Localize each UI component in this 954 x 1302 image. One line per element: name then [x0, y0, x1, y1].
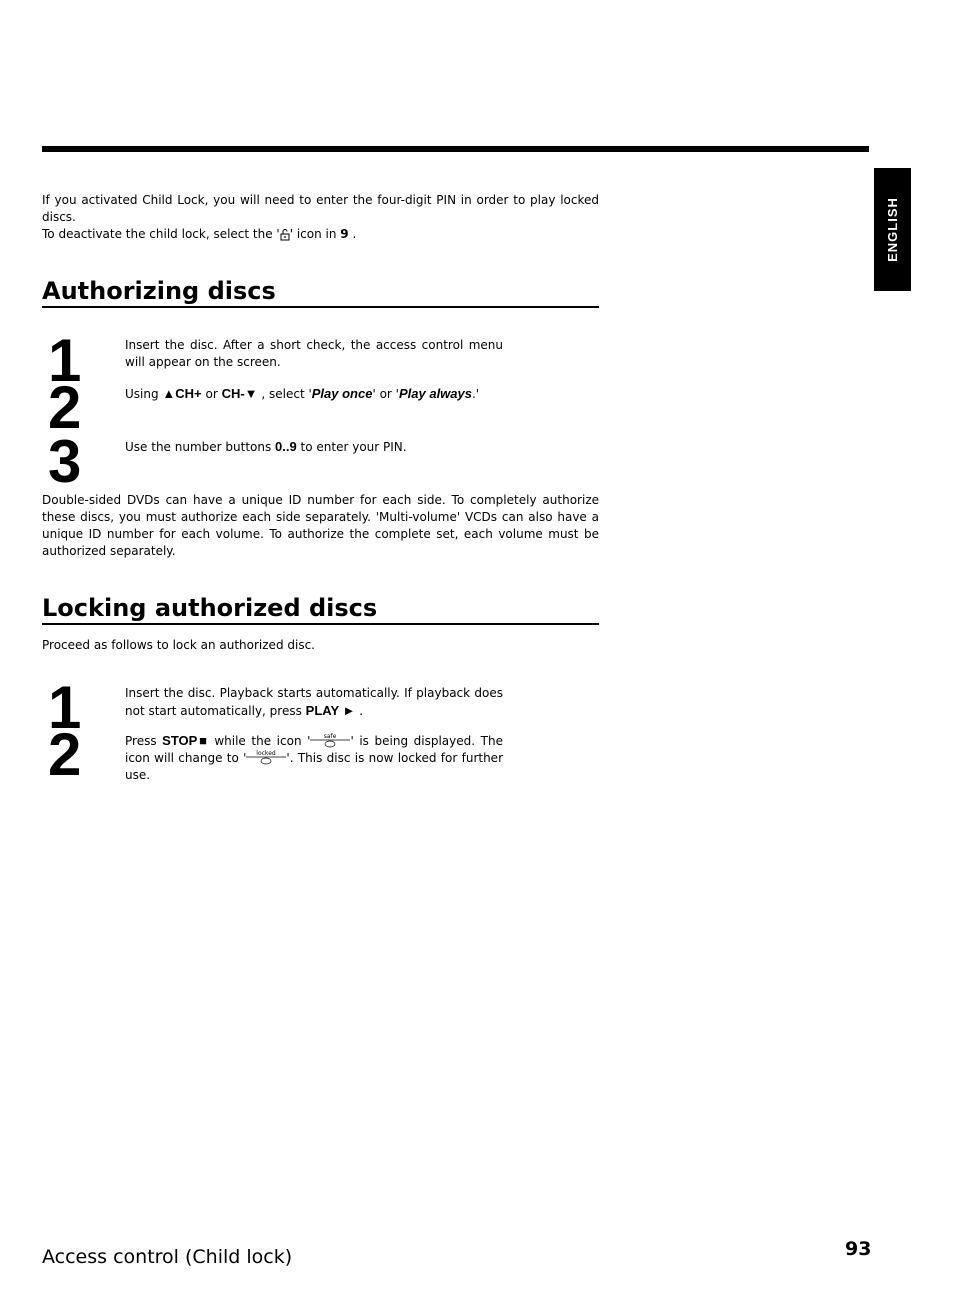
step-text: Insert the disc. After a short check, the access control menu will appear on the screen.: [125, 338, 503, 369]
footer-title: Access control (Child lock): [42, 1246, 293, 1268]
step-text: [125, 385, 503, 403]
language-tab-label: ENGLISH: [885, 197, 901, 262]
text: '. This disc is now locked for further use.: [125, 751, 504, 782]
step-number: 1: [48, 327, 82, 394]
text: , select ': [257, 387, 312, 401]
text: ' or ': [372, 387, 399, 401]
text: Press: [125, 734, 163, 748]
intro-line2-pre: To deactivate the child lock, select the ': [42, 227, 280, 241]
step-number: 3: [48, 428, 82, 495]
play-always-option: Play always: [398, 386, 472, 401]
text: ' is being displayed. The icon will change to ': [125, 734, 503, 765]
intro-line2-end: .: [348, 227, 357, 241]
text: to enter your PIN.: [296, 440, 407, 454]
stop-key: STOP■: [162, 733, 209, 748]
text: .': [471, 387, 480, 401]
text: Insert the disc. Playback starts automatically. If playback does not start automatically, press: [125, 686, 503, 718]
safe-disc-icon: [310, 733, 350, 748]
safe-label: safe: [324, 733, 337, 740]
step-number: 2: [48, 721, 82, 788]
text: or: [201, 387, 222, 401]
step-number: 1: [48, 674, 82, 741]
section-authorizing-title: Authorizing discs: [42, 276, 599, 308]
step-text: [125, 732, 503, 784]
step-text: [125, 685, 503, 720]
text: Using: [125, 387, 163, 401]
text: Use the number buttons: [125, 440, 276, 454]
play-once-option: Play once: [311, 386, 373, 401]
top-rule: [42, 146, 869, 152]
intro-line1: If you activated Child Lock, you will need to enter the four-digit PIN in order to play locked discs.: [42, 193, 599, 224]
intro-line2-num: 9: [340, 227, 349, 241]
text: while the icon ': [208, 734, 311, 748]
locked-disc-icon: [246, 750, 286, 765]
intro-paragraph: [42, 192, 599, 243]
ch-minus-key: CH-▼: [221, 386, 258, 401]
intro-line2-mid: ' icon in: [289, 227, 341, 241]
play-key: PLAY ►: [305, 703, 356, 718]
ch-plus-key: ▲CH+: [162, 386, 202, 401]
language-tab: [874, 168, 911, 291]
authorizing-note: Double-sided DVDs can have a unique ID number for each side. To completely authorize these discs, you must authorize each side separately. 'Multi-volume' VCDs can also have a unique ID number for each volume. To authorize the complete set, each volume must be authorized separately.: [42, 493, 599, 558]
unlock-icon: [280, 228, 290, 241]
step-number: 2: [48, 374, 82, 441]
locked-label: locked: [256, 750, 277, 757]
page-number: 93: [845, 1238, 872, 1260]
section-locking-title: Locking authorized discs: [42, 593, 599, 625]
text: .: [355, 704, 364, 718]
locking-intro: Proceed as follows to lock an authorized disc.: [42, 638, 315, 652]
number-keys: 0..9: [275, 439, 297, 454]
step-text: [125, 438, 503, 456]
